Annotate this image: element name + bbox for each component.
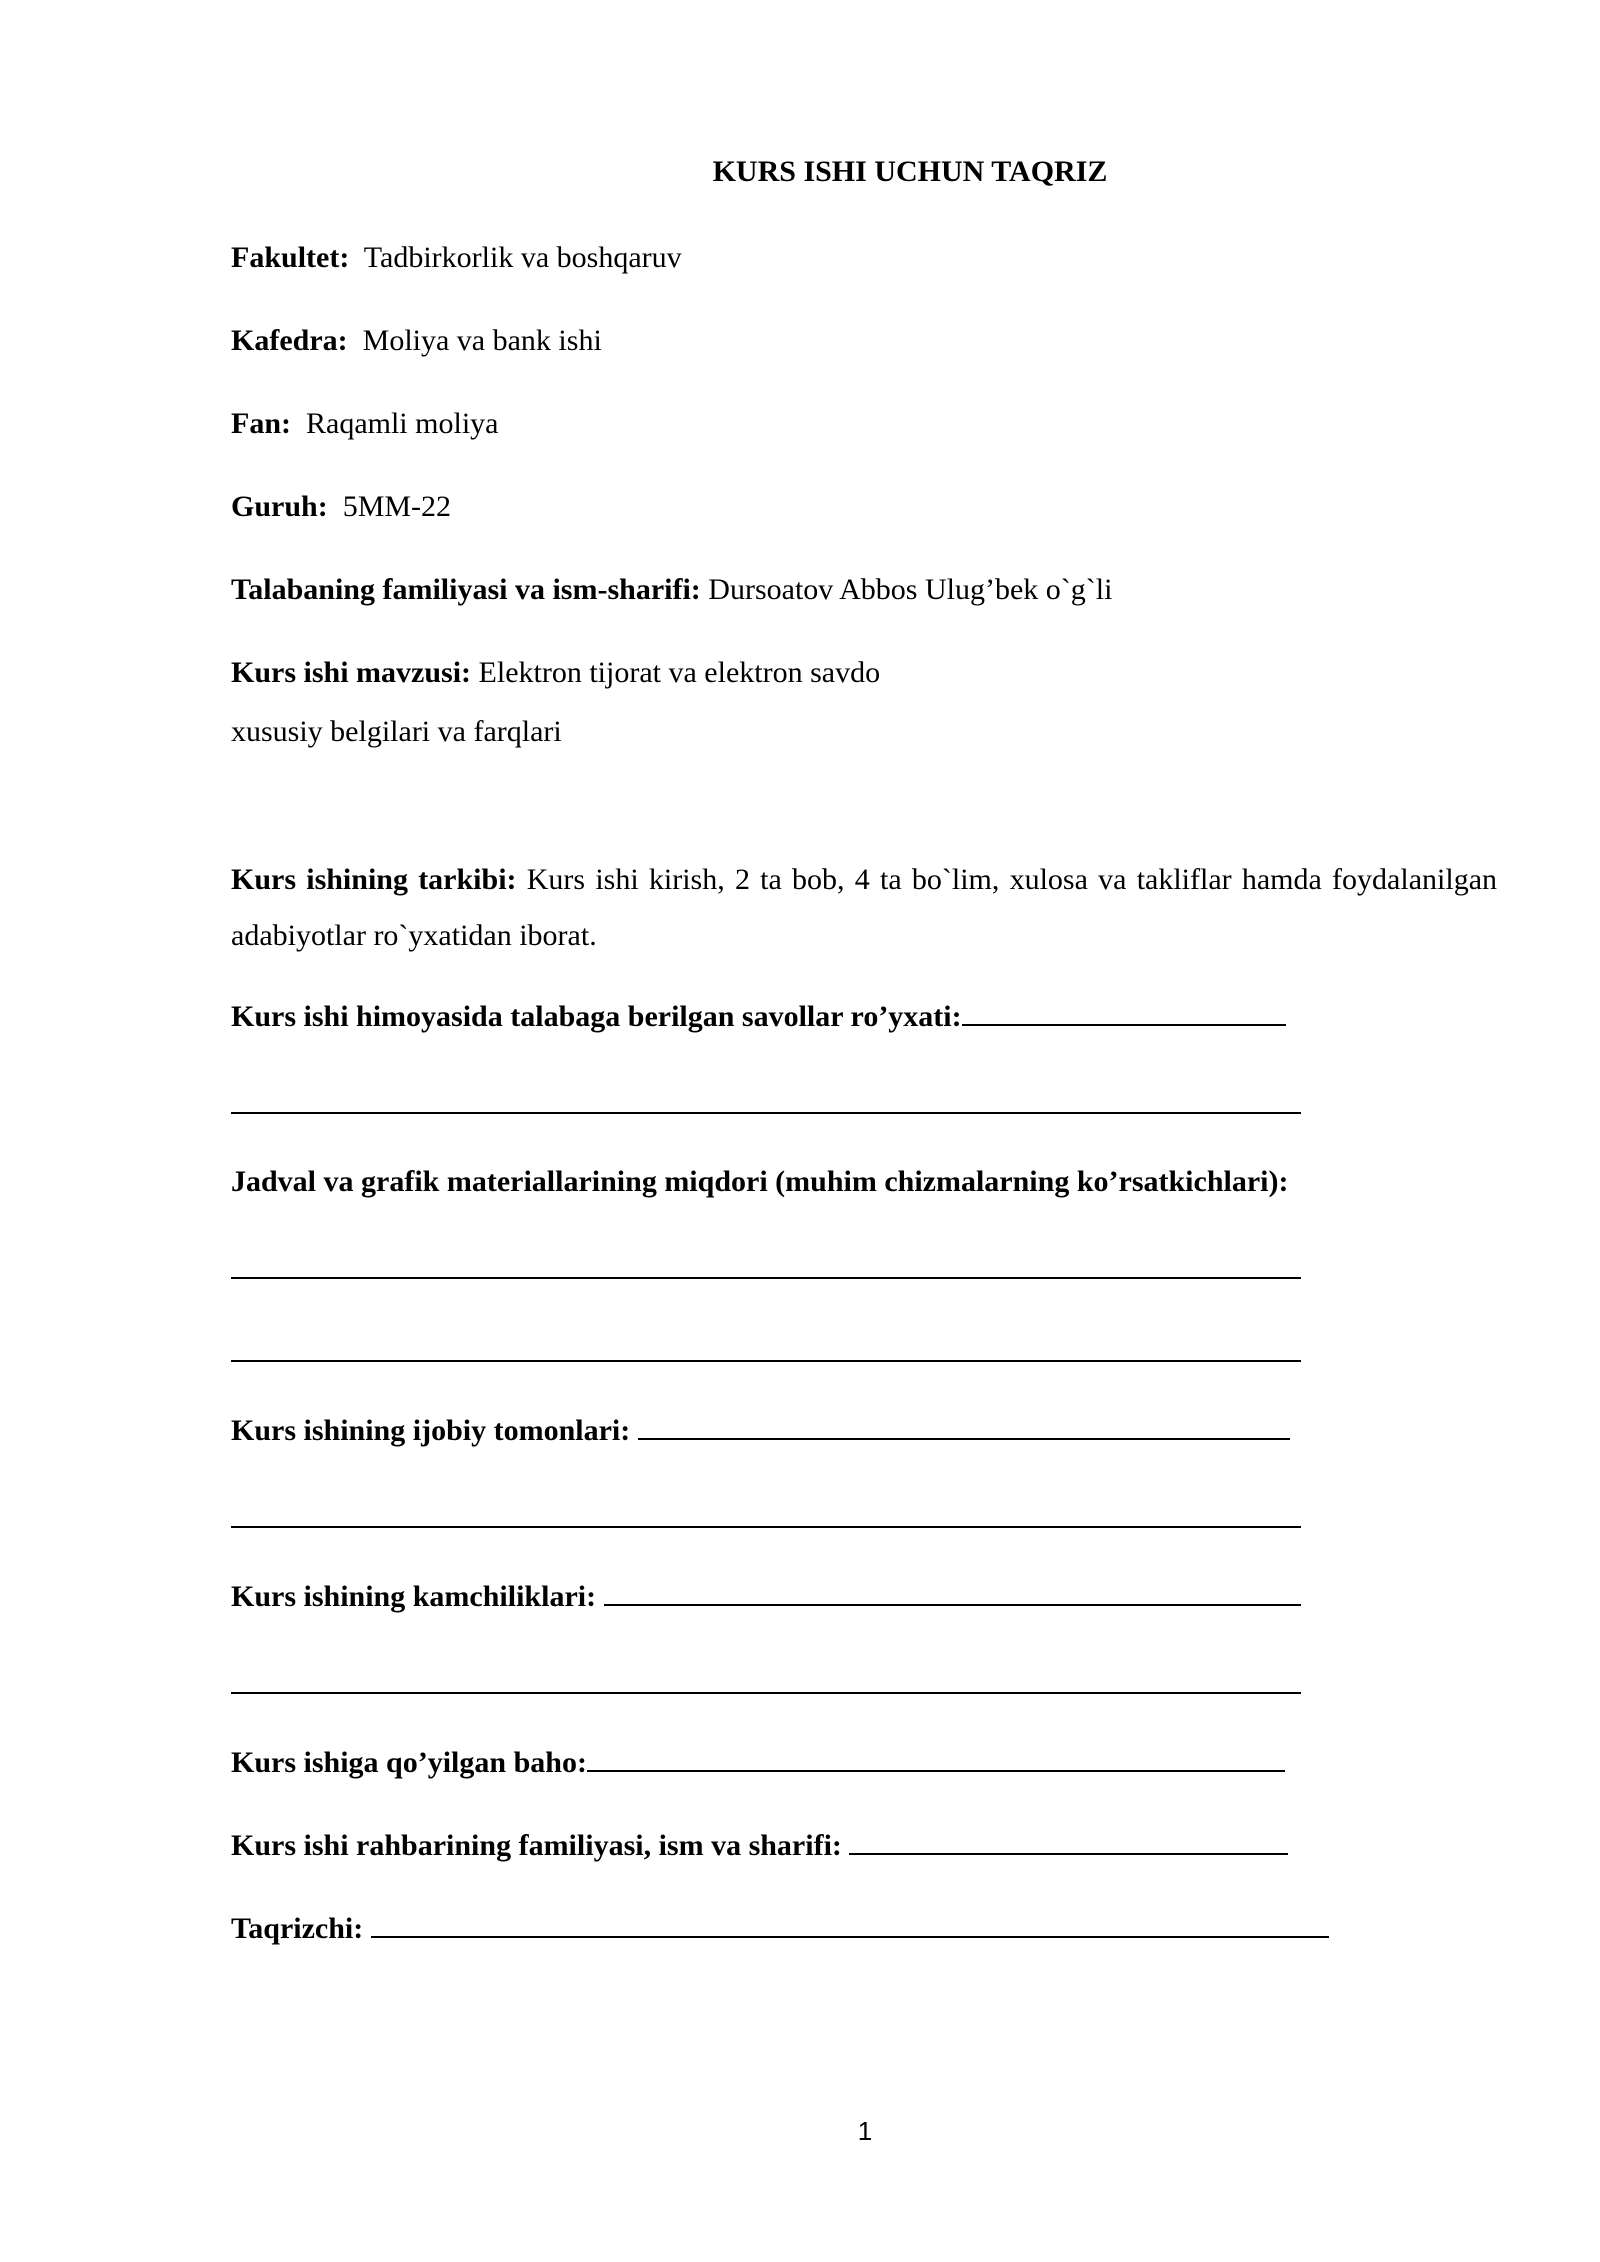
jadval-blank-line-2: [231, 1360, 1301, 1362]
ijobiy-row: [231, 1411, 1290, 1451]
ijobiy-blank-line: [231, 1526, 1301, 1528]
fakultet-value: Tadbirkorlik va boshqaruv: [363, 241, 682, 274]
baho-blank: [587, 1746, 1285, 1772]
kamchilik-label: Kurs ishining kamchiliklari:: [231, 1580, 597, 1613]
rahbar-blank: [849, 1829, 1288, 1855]
mavzu-value-line2: xususiy belgilari va farqlari: [231, 715, 562, 748]
guruh-value: 5MM-22: [342, 490, 452, 523]
savollar-blank: [962, 1000, 1286, 1026]
kamchilik-blank: [604, 1580, 1301, 1606]
baho-label: Kurs ishiga qo’yilgan baho:: [231, 1746, 587, 1779]
kafedra-label: Kafedra:: [231, 324, 348, 357]
guruh-label: Guruh:: [231, 490, 328, 523]
jadval-label: Jadval va grafik materiallarining miqdori (muhim chizmalarning ko’rsatkichlari):: [231, 1165, 1289, 1198]
fan-value: Raqamli moliya: [306, 407, 499, 440]
talaba-label: Talabaning familiyasi va ism-sharifi:: [231, 573, 701, 606]
tarkib-value: Kurs ishi kirish, 2 ta bob, 4 ta bo`lim, xulosa va takliflar hamda foydalanilgan adabiyotlar ro`yxatidan iborat.: [231, 863, 1498, 952]
jadval-row: [231, 1162, 1288, 1202]
kamchilik-row: [231, 1577, 1301, 1617]
baho-row: [231, 1743, 1285, 1783]
kamchilik-blank-line: [231, 1692, 1301, 1694]
tarkib-paragraph: [231, 852, 1497, 964]
talaba-value: Dursoatov Abbos Ulug’bek o`g`li: [708, 573, 1113, 606]
fan-row: [231, 404, 498, 444]
taqrizchi-row: [231, 1909, 1329, 1949]
savollar-label: Kurs ishi himoyasida talabaga berilgan savollar ro’yxati:: [231, 1000, 962, 1033]
savollar-row: [231, 997, 1286, 1037]
jadval-blank-line-1: [231, 1277, 1301, 1279]
guruh-row: [231, 487, 451, 527]
taqrizchi-label: Taqrizchi:: [231, 1912, 364, 1945]
ijobiy-blank: [638, 1414, 1290, 1440]
taqrizchi-blank: [371, 1912, 1329, 1938]
ijobiy-label: Kurs ishining ijobiy tomonlari:: [231, 1414, 631, 1447]
page-title: KURS ISHI UCHUN TAQRIZ: [712, 155, 1108, 188]
mavzu-value: Elektron tijorat va elektron savdo: [478, 656, 881, 689]
fakultet-row: [231, 238, 682, 278]
savollar-blank-line: [231, 1112, 1301, 1114]
page-number: 1: [857, 2116, 873, 2146]
fakultet-label: Fakultet:: [231, 241, 350, 274]
mavzu-label: Kurs ishi mavzusi:: [231, 656, 472, 689]
fan-label: Fan:: [231, 407, 291, 440]
tarkib-label: Kurs ishining tarkibi:: [231, 863, 517, 896]
mavzu-row: [231, 653, 880, 693]
rahbar-row: [231, 1826, 1288, 1866]
rahbar-label: Kurs ishi rahbarining familiyasi, ism va sharifi:: [231, 1829, 842, 1862]
kafedra-row: [231, 321, 602, 361]
talaba-row: [231, 570, 1112, 610]
kafedra-value: Moliya va bank ishi: [362, 324, 602, 357]
